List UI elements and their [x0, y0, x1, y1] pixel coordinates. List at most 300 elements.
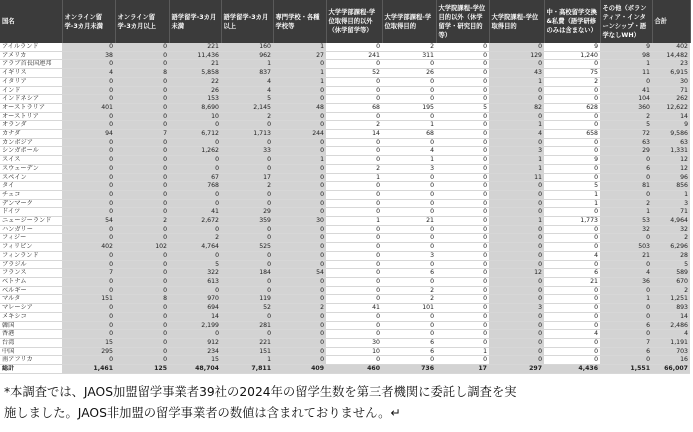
value-cell: 0	[382, 112, 436, 121]
value-cell: 0	[115, 138, 169, 147]
value-cell: 0	[273, 251, 326, 260]
country-name-cell: スペイン	[0, 173, 62, 182]
value-cell: 1	[273, 156, 326, 165]
value-cell: 460	[326, 365, 382, 374]
table-row	[0, 69, 690, 78]
value-cell: 0	[62, 138, 115, 147]
table-row	[0, 51, 690, 60]
value-cell: 21	[544, 277, 600, 286]
value-cell: 0	[436, 86, 489, 95]
value-cell: 0	[544, 173, 600, 182]
value-cell: 0	[544, 243, 600, 252]
value-cell: 0	[382, 234, 436, 243]
value-cell: 0	[62, 356, 115, 365]
value-cell: 893	[652, 304, 690, 313]
value-cell: 28	[652, 251, 690, 260]
country-name-cell: 総計	[0, 365, 62, 374]
value-cell: 0	[326, 277, 382, 286]
value-cell: 0	[600, 190, 652, 199]
value-cell: 4	[544, 330, 600, 339]
value-cell: 360	[600, 103, 652, 112]
value-cell: 0	[221, 156, 273, 165]
value-cell: 912	[169, 338, 221, 347]
value-cell: 0	[273, 312, 326, 321]
value-cell: 0	[436, 356, 489, 365]
value-cell: 0	[273, 234, 326, 243]
value-cell: 0	[382, 199, 436, 208]
value-cell: 9	[544, 43, 600, 51]
value-cell: 6	[600, 164, 652, 173]
value-cell: 0	[544, 164, 600, 173]
value-cell: 0	[273, 277, 326, 286]
value-cell: 4	[221, 77, 273, 86]
value-cell: 4	[489, 130, 544, 139]
value-cell: 0	[221, 234, 273, 243]
value-cell: 0	[600, 330, 652, 339]
value-cell: 0	[489, 260, 544, 269]
country-name-cell: ハンガリー	[0, 225, 62, 234]
value-cell: 0	[115, 286, 169, 295]
value-cell: 0	[115, 208, 169, 217]
value-cell: 0	[273, 95, 326, 104]
value-cell: 66,007	[652, 365, 690, 374]
value-cell: 0	[169, 199, 221, 208]
value-cell: 0	[115, 77, 169, 86]
value-cell: 48,704	[169, 365, 221, 374]
value-cell: 17	[436, 365, 489, 374]
value-cell: 6,915	[652, 69, 690, 78]
value-cell: 67	[169, 173, 221, 182]
column-header: 中・高校留学交換&私費（語学研修のみは含まない）	[544, 0, 600, 43]
value-cell: 0	[221, 225, 273, 234]
country-name-cell: 中国	[0, 347, 62, 356]
value-cell: 33	[221, 147, 273, 156]
table-row	[0, 269, 690, 278]
value-cell: 0	[115, 182, 169, 191]
value-cell: 0	[544, 338, 600, 347]
value-cell: 5	[652, 260, 690, 269]
country-name-cell: チェコ	[0, 190, 62, 199]
value-cell: 0	[115, 199, 169, 208]
value-cell: 0	[544, 295, 600, 304]
value-cell: 7	[600, 338, 652, 347]
value-cell: 0	[326, 182, 382, 191]
value-cell: 9	[544, 156, 600, 165]
country-name-cell: イタリア	[0, 77, 62, 86]
value-cell: 322	[169, 269, 221, 278]
value-cell: 0	[436, 156, 489, 165]
value-cell: 4,764	[169, 243, 221, 252]
country-name-cell: オーストラリア	[0, 103, 62, 112]
table-row	[0, 338, 690, 347]
value-cell: 29	[600, 147, 652, 156]
value-cell: 1	[544, 199, 600, 208]
value-cell: 3	[489, 304, 544, 313]
value-cell: 26	[382, 69, 436, 78]
value-cell: 401	[62, 103, 115, 112]
value-cell: 6	[544, 269, 600, 278]
header-row	[0, 0, 690, 43]
value-cell: 0	[169, 190, 221, 199]
value-cell: 837	[221, 69, 273, 78]
country-name-cell: アイルランド	[0, 43, 62, 51]
value-cell: 14	[652, 312, 690, 321]
table-row	[0, 356, 690, 365]
value-cell: 1,240	[544, 51, 600, 60]
value-cell: 1,251	[652, 295, 690, 304]
value-cell: 5,858	[169, 69, 221, 78]
value-cell: 1	[652, 190, 690, 199]
value-cell: 0	[436, 138, 489, 147]
table-row	[0, 277, 690, 286]
value-cell: 0	[544, 147, 600, 156]
value-cell: 0	[489, 95, 544, 104]
value-cell: 0	[273, 112, 326, 121]
value-cell: 0	[436, 304, 489, 313]
value-cell: 9	[652, 121, 690, 130]
value-cell: 0	[436, 112, 489, 121]
value-cell: 23	[652, 60, 690, 69]
value-cell: 7	[115, 130, 169, 139]
value-cell: 2	[169, 234, 221, 243]
value-cell: 0	[221, 277, 273, 286]
value-cell: 0	[489, 208, 544, 217]
value-cell: 0	[115, 251, 169, 260]
value-cell: 0	[115, 173, 169, 182]
value-cell: 0	[436, 164, 489, 173]
value-cell: 0	[382, 243, 436, 252]
country-name-cell: スウェーデン	[0, 164, 62, 173]
table-row	[0, 138, 690, 147]
value-cell: 8	[115, 69, 169, 78]
value-cell: 409	[273, 365, 326, 374]
value-cell: 2	[544, 77, 600, 86]
column-header: 大学院課程-学位目的以外（休学留学・研究目的等）	[436, 0, 489, 43]
value-cell: 0	[489, 60, 544, 69]
value-cell: 0	[221, 286, 273, 295]
value-cell: 0	[600, 312, 652, 321]
value-cell: 0	[382, 173, 436, 182]
value-cell: 4	[600, 269, 652, 278]
value-cell: 0	[489, 234, 544, 243]
value-cell: 0	[382, 277, 436, 286]
value-cell: 970	[169, 295, 221, 304]
value-cell: 7,811	[221, 365, 273, 374]
value-cell: 0	[489, 347, 544, 356]
country-name-cell: カナダ	[0, 130, 62, 139]
country-name-cell: アメリカ	[0, 51, 62, 60]
value-cell: 72	[600, 130, 652, 139]
value-cell: 0	[115, 356, 169, 365]
value-cell: 0	[382, 77, 436, 86]
country-name-cell: ベトナム	[0, 277, 62, 286]
country-name-cell: ベルギー	[0, 286, 62, 295]
column-header: 大学院課程-学位取得目的	[489, 0, 544, 43]
value-cell: 0	[544, 86, 600, 95]
value-cell: 1	[489, 156, 544, 165]
value-cell: 0	[544, 112, 600, 121]
value-cell: 2	[600, 199, 652, 208]
value-cell: 0	[273, 260, 326, 269]
value-cell: 54	[273, 269, 326, 278]
value-cell: 0	[489, 243, 544, 252]
country-name-cell: オランダ	[0, 121, 62, 130]
value-cell: 2	[652, 286, 690, 295]
value-cell: 0	[382, 138, 436, 147]
value-cell: 6	[382, 347, 436, 356]
table-row	[0, 86, 690, 95]
value-cell: 0	[489, 112, 544, 121]
value-cell: 81	[600, 182, 652, 191]
value-cell: 0	[326, 295, 382, 304]
value-cell: 36	[600, 277, 652, 286]
value-cell: 0	[62, 60, 115, 69]
value-cell: 0	[489, 277, 544, 286]
value-cell: 0	[62, 330, 115, 339]
value-cell: 52	[326, 69, 382, 78]
value-cell: 54	[62, 217, 115, 226]
country-name-cell: ニュージーランド	[0, 217, 62, 226]
value-cell: 10	[326, 347, 382, 356]
value-cell: 0	[436, 173, 489, 182]
value-cell: 0	[273, 356, 326, 365]
table-row	[0, 217, 690, 226]
value-cell: 0	[62, 312, 115, 321]
value-cell: 0	[62, 173, 115, 182]
value-cell: 0	[544, 121, 600, 130]
value-cell: 0	[489, 286, 544, 295]
table-row	[0, 295, 690, 304]
value-cell: 0	[489, 138, 544, 147]
value-cell: 0	[489, 199, 544, 208]
table-row	[0, 260, 690, 269]
value-cell: 6	[382, 269, 436, 278]
value-cell: 0	[221, 190, 273, 199]
value-cell: 0	[326, 77, 382, 86]
value-cell: 0	[115, 60, 169, 69]
value-cell: 0	[115, 121, 169, 130]
value-cell: 2	[221, 112, 273, 121]
country-name-cell: メキシコ	[0, 312, 62, 321]
value-cell: 0	[62, 208, 115, 217]
value-cell: 0	[326, 138, 382, 147]
value-cell: 0	[436, 69, 489, 78]
value-cell: 0	[62, 277, 115, 286]
table-row	[0, 347, 690, 356]
country-name-cell: 南アフリカ	[0, 356, 62, 365]
value-cell: 0	[169, 138, 221, 147]
value-cell: 68	[326, 103, 382, 112]
value-cell: 12	[489, 269, 544, 278]
value-cell: 0	[544, 304, 600, 313]
value-cell: 0	[326, 43, 382, 51]
value-cell: 0	[382, 225, 436, 234]
value-cell: 52	[221, 304, 273, 313]
value-cell: 71	[652, 208, 690, 217]
value-cell: 0	[62, 321, 115, 330]
value-cell: 0	[326, 321, 382, 330]
value-cell: 0	[489, 251, 544, 260]
value-cell: 104	[600, 95, 652, 104]
value-cell: 4,964	[652, 217, 690, 226]
value-cell: 1	[273, 43, 326, 51]
value-cell: 0	[62, 156, 115, 165]
value-cell: 402	[652, 43, 690, 51]
value-cell: 0	[382, 95, 436, 104]
table-row	[0, 321, 690, 330]
value-cell: 0	[436, 330, 489, 339]
value-cell: 0	[221, 251, 273, 260]
country-name-cell: フィリピン	[0, 243, 62, 252]
value-cell: 4	[382, 147, 436, 156]
country-name-cell: アラブ首長国連邦	[0, 60, 62, 69]
value-cell: 0	[326, 112, 382, 121]
value-cell: 0	[489, 225, 544, 234]
value-cell: 0	[273, 190, 326, 199]
value-cell: 17	[221, 173, 273, 182]
value-cell: 0	[62, 77, 115, 86]
country-name-cell: フランス	[0, 269, 62, 278]
value-cell: 0	[115, 112, 169, 121]
value-cell: 4,436	[544, 365, 600, 374]
value-cell: 2,672	[169, 217, 221, 226]
value-cell: 0	[382, 312, 436, 321]
value-cell: 0	[169, 164, 221, 173]
value-cell: 160	[221, 43, 273, 51]
value-cell: 241	[326, 51, 382, 60]
value-cell: 0	[600, 304, 652, 313]
value-cell: 221	[221, 338, 273, 347]
value-cell: 5	[169, 260, 221, 269]
value-cell: 184	[221, 269, 273, 278]
value-cell: 0	[436, 225, 489, 234]
value-cell: 1	[489, 164, 544, 173]
table-row	[0, 43, 690, 51]
value-cell: 27	[273, 51, 326, 60]
value-cell: 68	[382, 130, 436, 139]
value-cell: 2,199	[169, 321, 221, 330]
value-cell: 0	[489, 86, 544, 95]
value-cell: 15	[169, 356, 221, 365]
value-cell: 0	[436, 60, 489, 69]
value-cell: 1	[600, 295, 652, 304]
value-cell: 0	[115, 86, 169, 95]
value-cell: 151	[62, 295, 115, 304]
value-cell: 0	[489, 356, 544, 365]
value-cell: 0	[62, 199, 115, 208]
country-name-cell: タイ	[0, 182, 62, 191]
value-cell: 2,486	[652, 321, 690, 330]
table-row	[0, 182, 690, 191]
value-cell: 11,436	[169, 51, 221, 60]
value-cell: 0	[436, 190, 489, 199]
footnote-line-1: *本調査では、JAOS加盟留学事業者39社の2024年の留学生数を第三者機関に委託し調査を実	[4, 385, 517, 399]
value-cell: 0	[600, 77, 652, 86]
value-cell: 0	[62, 43, 115, 51]
value-cell: 0	[62, 95, 115, 104]
country-name-cell: 韓国	[0, 321, 62, 330]
value-cell: 11	[489, 173, 544, 182]
value-cell: 694	[169, 304, 221, 313]
value-cell: 0	[436, 295, 489, 304]
value-cell: 0	[436, 286, 489, 295]
value-cell: 0	[436, 234, 489, 243]
table-row	[0, 190, 690, 199]
value-cell: 41	[326, 304, 382, 313]
value-cell: 151	[221, 347, 273, 356]
table-row	[0, 304, 690, 313]
value-cell: 0	[62, 182, 115, 191]
value-cell: 0	[436, 199, 489, 208]
value-cell: 0	[436, 312, 489, 321]
value-cell: 281	[221, 321, 273, 330]
value-cell: 11	[600, 69, 652, 78]
value-cell: 0	[62, 225, 115, 234]
table-row	[0, 112, 690, 121]
table-row	[0, 147, 690, 156]
value-cell: 0	[273, 208, 326, 217]
country-name-cell: シンガポール	[0, 147, 62, 156]
value-cell: 0	[62, 234, 115, 243]
value-cell: 1	[221, 356, 273, 365]
table-row	[0, 330, 690, 339]
value-cell: 32	[652, 225, 690, 234]
value-cell: 856	[652, 182, 690, 191]
value-cell: 0	[62, 190, 115, 199]
value-cell: 5	[600, 121, 652, 130]
value-cell: 4	[652, 330, 690, 339]
value-cell: 0	[436, 95, 489, 104]
value-cell: 0	[326, 225, 382, 234]
value-cell: 0	[600, 356, 652, 365]
value-cell: 0	[326, 199, 382, 208]
value-cell: 96	[652, 173, 690, 182]
value-cell: 14	[169, 312, 221, 321]
table-row	[0, 103, 690, 112]
value-cell: 0	[273, 182, 326, 191]
value-cell: 0	[273, 243, 326, 252]
table-row	[0, 95, 690, 104]
country-name-cell: カンボジア	[0, 138, 62, 147]
value-cell: 0	[326, 156, 382, 165]
value-cell: 2	[115, 217, 169, 226]
value-cell: 14	[652, 112, 690, 121]
value-cell: 670	[652, 277, 690, 286]
value-cell: 1,262	[169, 147, 221, 156]
value-cell: 12	[652, 164, 690, 173]
value-cell: 2	[326, 121, 382, 130]
value-cell: 0	[600, 173, 652, 182]
value-cell: 0	[382, 190, 436, 199]
value-cell: 0	[544, 60, 600, 69]
value-cell: 0	[326, 330, 382, 339]
value-cell: 153	[169, 95, 221, 104]
value-cell: 0	[436, 321, 489, 330]
value-cell: 6	[600, 321, 652, 330]
value-cell: 71	[652, 86, 690, 95]
value-cell: 0	[115, 51, 169, 60]
value-cell: 297	[489, 365, 544, 374]
value-cell: 0	[436, 182, 489, 191]
value-cell: 0	[115, 269, 169, 278]
total-row	[0, 365, 690, 374]
value-cell: 8,690	[169, 103, 221, 112]
value-cell: 0	[221, 199, 273, 208]
value-cell: 41	[169, 208, 221, 217]
value-cell: 1,551	[600, 365, 652, 374]
value-cell: 1	[273, 69, 326, 78]
value-cell: 2	[326, 164, 382, 173]
